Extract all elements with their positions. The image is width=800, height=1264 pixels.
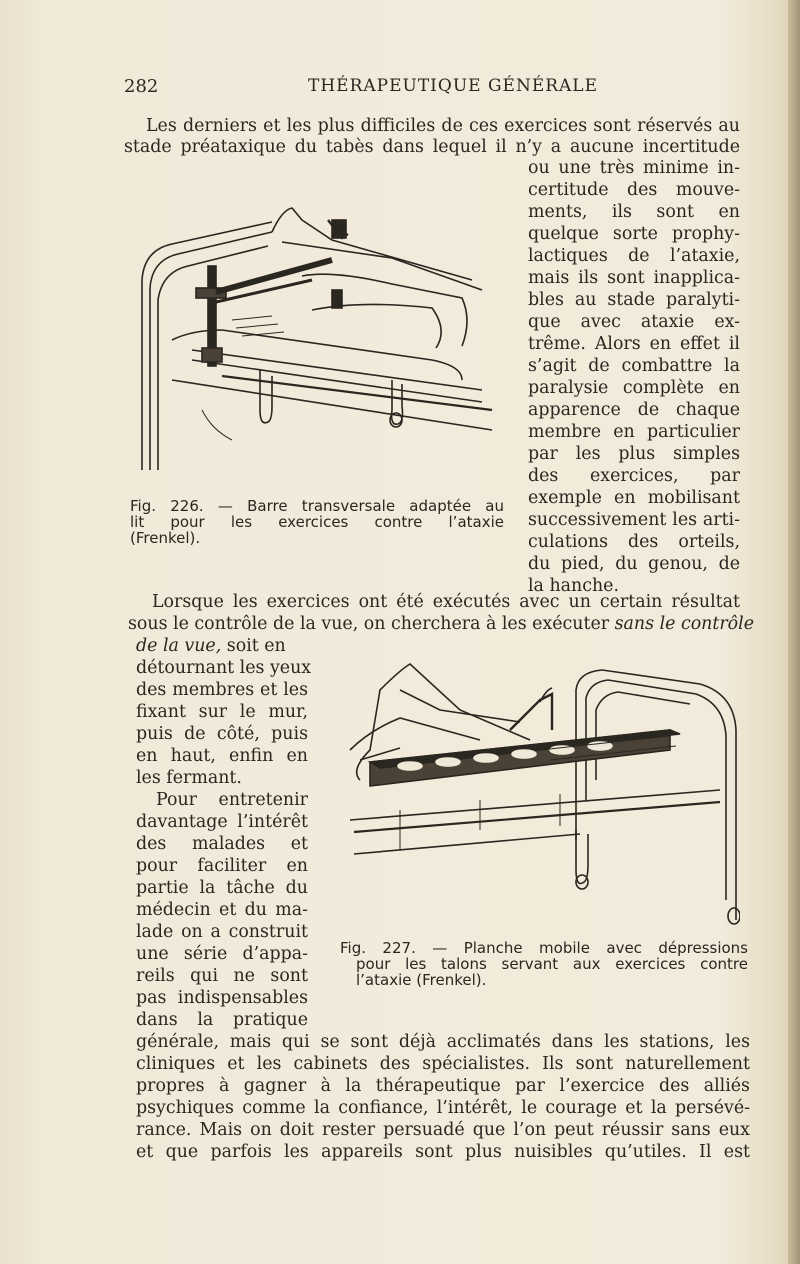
- text-line: dans la pratique: [136, 1010, 308, 1030]
- text-line: pas indispensables: [136, 988, 308, 1008]
- text-line: ments, ils sont en: [528, 202, 740, 222]
- text-line: lactiques de l’ataxie,: [528, 246, 740, 266]
- text-line: reils qui ne sont: [136, 966, 308, 986]
- emphasis-span: sans le contrôle: [614, 614, 754, 634]
- text-line: bles au stade paralyti-: [528, 290, 740, 310]
- figure-226-bed-bar-illustration: [132, 180, 502, 480]
- text-line: cliniques et les cabinets des spécialistes. Ils sont naturellement: [136, 1054, 750, 1074]
- text-line: fixant sur le mur,: [136, 702, 308, 722]
- text-line: trême. Alors en effet il: [528, 334, 740, 354]
- text-line: membre en particulier: [528, 422, 740, 442]
- text-line: pour faciliter en: [136, 856, 308, 876]
- running-header: [124, 76, 752, 100]
- text-line: générale, mais qui se sont déjà acclimatés dans les stations, les: [136, 1032, 750, 1052]
- text-line: puis de côté, puis: [136, 724, 308, 744]
- running-title: THÉRAPEUTIQUE GÉNÉRALE: [308, 76, 599, 96]
- figure-226-caption: lit pour les exercices contre l’ataxie: [130, 513, 504, 531]
- text-line: du pied, du genou, de: [528, 554, 740, 574]
- text-line: lade on a construit: [136, 922, 308, 942]
- text-line: les fermant.: [136, 768, 242, 788]
- text-line: culations des orteils,: [528, 532, 740, 552]
- figure-226-caption: Fig. 226. — Barre transversale adaptée au: [130, 497, 504, 515]
- text-line: en haut, enfin en: [136, 746, 308, 766]
- figure-227-caption: Fig. 227. — Planche mobile avec dépressions: [340, 939, 748, 957]
- text-line: propres à gagner à la thérapeutique par l’exercice des alliés: [136, 1076, 750, 1096]
- figure-227-caption: l’ataxie (Frenkel).: [356, 971, 487, 989]
- emphasis-span: de la vue,: [136, 636, 222, 656]
- text-line: Lorsque les exercices ont été exécutés avec un certain résultat: [152, 592, 740, 612]
- text-line: ou une très minime in-: [528, 158, 740, 178]
- text-line-with-emphasis: [136, 636, 308, 657]
- text-line: davantage l’intérêt: [136, 812, 308, 832]
- text-line: par les plus simples: [528, 444, 740, 464]
- text-line: la hanche.: [528, 576, 619, 596]
- text-span: soit en: [221, 636, 286, 656]
- text-line: des exercices, par: [528, 466, 740, 486]
- text-line: Les derniers et les plus difficiles de ces exercices sont réservés au: [146, 116, 740, 136]
- figure-227-caption: pour les talons servant aux exercices contre: [356, 955, 748, 973]
- text-line: médecin et du ma-: [136, 900, 308, 920]
- text-line: mais ils sont inapplica-: [528, 268, 740, 288]
- page-number: 282: [124, 76, 159, 97]
- text-line-with-emphasis: [128, 614, 754, 635]
- text-span: sous le contrôle de la vue, on cherchera à les exécuter: [128, 614, 615, 634]
- text-line: des malades et: [136, 834, 308, 854]
- text-line: exemple en mobilisant: [528, 488, 740, 508]
- figure-227-heel-board-illustration: [340, 650, 740, 930]
- text-line: psychiques comme la confiance, l’intérêt, le courage et la persévé-: [136, 1098, 750, 1118]
- text-line: rance. Mais on doit rester persuadé que l’on peut réussir sans eux: [136, 1120, 750, 1140]
- text-line: des membres et les: [136, 680, 308, 700]
- page-edge-shadow: [788, 0, 800, 1264]
- text-line: détournant les yeux: [136, 658, 312, 678]
- text-line: paralysie complète en: [528, 378, 740, 398]
- text-line: apparence de chaque: [528, 400, 740, 420]
- text-line: quelque sorte prophy-: [528, 224, 740, 244]
- text-line: s’agit de combattre la: [528, 356, 740, 376]
- text-line: Pour entretenir: [156, 790, 308, 810]
- text-line: partie la tâche du: [136, 878, 308, 898]
- text-line: une série d’appa-: [136, 944, 308, 964]
- figure-226-caption: (Frenkel).: [130, 529, 201, 547]
- text-line: que avec ataxie ex-: [528, 312, 740, 332]
- text-line: stade préataxique du tabès dans lequel il n’y a aucune incertitude: [124, 137, 740, 157]
- text-line: et que parfois les appareils sont plus nuisibles qu’utiles. Il est: [136, 1142, 750, 1162]
- text-line: successivement les arti-: [528, 510, 740, 530]
- text-line: certitude des mouve-: [528, 180, 740, 200]
